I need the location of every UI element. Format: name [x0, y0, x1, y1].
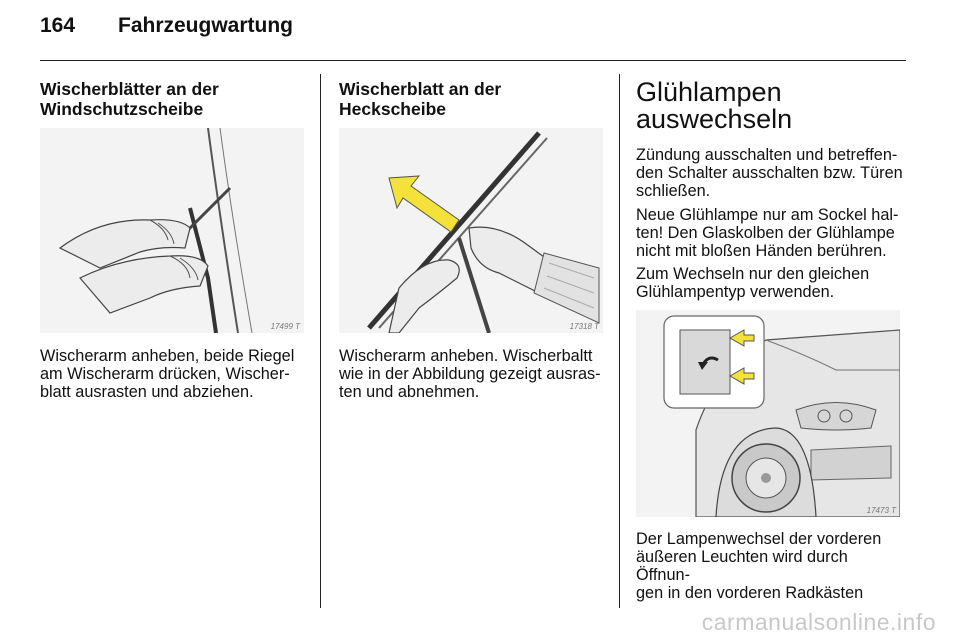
text-bulb-para3: Zum Wechseln nur den gleichen Glühlampentyp verwenden. — [636, 265, 870, 301]
inset-detail — [664, 316, 764, 408]
column-divider-2 — [619, 74, 620, 608]
heading-rear-wiper: Wischerblatt an der Heckscheibe — [339, 79, 502, 119]
heading-bulb-replacement: Glühlampen auswechseln — [636, 77, 793, 134]
text-windshield-instructions: Wischerarm anheben, beide Riegel am Wischerarm drücken, Wischer- blatt ausrasten und abziehen. — [40, 347, 295, 401]
figure-number: 17473 T — [866, 506, 896, 515]
figure-rear-wiper — [339, 128, 603, 333]
text-bulb-para2: Neue Glühlampe nur am Sockel hal- ten! Den Glaskolben der Glühlampe nicht mit bloßen Händen berühren. — [636, 206, 899, 260]
column-divider-1 — [320, 74, 321, 608]
text-bulb-para1: Zündung ausschalten und betreffen- den Schalter ausschalten bzw. Türen schließen. — [636, 146, 903, 200]
figure-bulb-access — [636, 310, 900, 517]
text-rear-wiper-instructions: Wischerarm anheben. Wischerbaltt wie in der Abbildung gezeigt ausras- ten und abnehmen. — [339, 347, 601, 401]
heading-windshield-wipers: Wischerblätter an der Windschutzscheibe — [40, 79, 219, 119]
section-title: Fahrzeugwartung — [118, 14, 294, 37]
car-front-wheelhouse-illustration — [636, 310, 900, 517]
rear-wiper-illustration — [339, 128, 603, 333]
text-bulb-para4: Der Lampenwechsel der vorderen äußeren Leuchten wird durch Öffnun- gen in den vorderen Radkästen — [636, 530, 882, 602]
direction-arrow-icon — [389, 176, 459, 232]
page-number: 164 — [40, 14, 76, 37]
header-rule — [40, 60, 906, 61]
figure-number: 17318 T — [569, 322, 599, 331]
watermark: carmanualsonline.info — [701, 609, 936, 635]
windshield-wiper-illustration — [40, 128, 304, 333]
figure-windshield-wiper — [40, 128, 304, 333]
figure-number: 17499 T — [270, 322, 300, 331]
